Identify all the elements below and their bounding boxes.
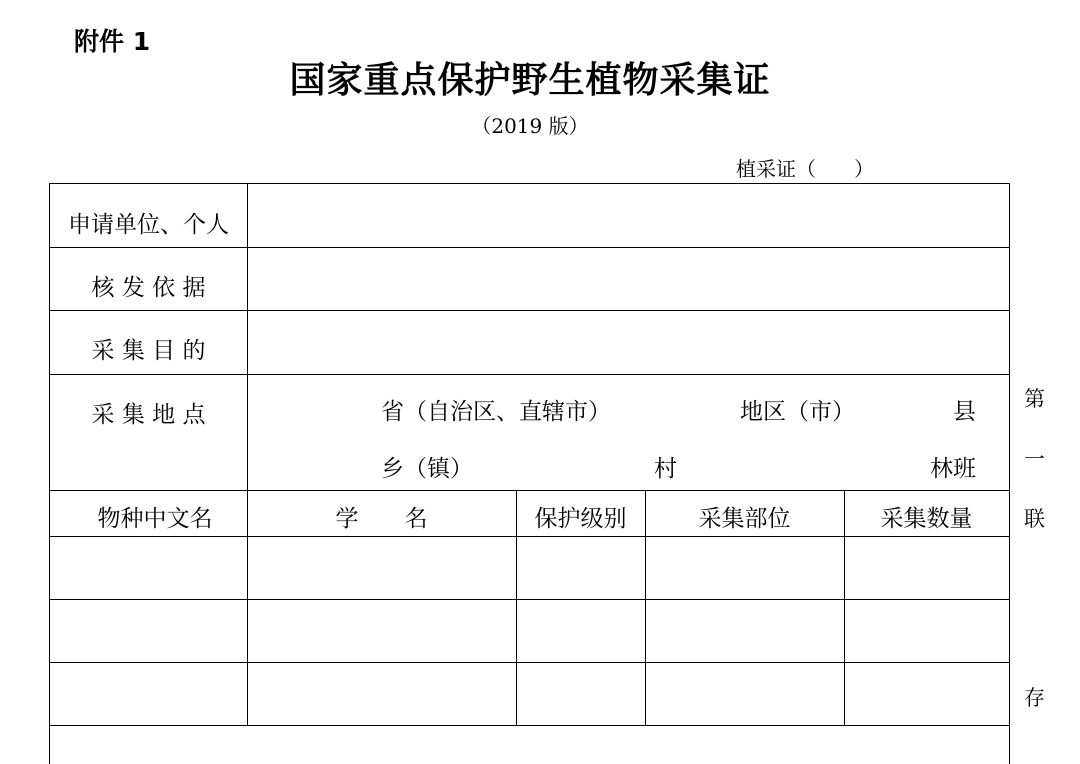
- column-divider: [247, 184, 248, 725]
- certificate-number: 植采证（ ）: [736, 157, 875, 181]
- issuance-basis-label: 核 发 依 据: [91, 275, 206, 301]
- side-label-one: 一: [1024, 447, 1045, 471]
- version-label: （2019 版）: [471, 114, 589, 138]
- column-header-species-name: 物种中文名: [97, 506, 213, 532]
- document-title: 国家重点保护野生植物采集证: [289, 60, 771, 101]
- row-divider: [50, 490, 1009, 491]
- row-divider: [50, 599, 1009, 600]
- side-label-copy: 联: [1024, 507, 1045, 531]
- county-label: 县: [953, 399, 976, 425]
- province-label: 省（自治区、直辖市）: [381, 399, 611, 425]
- row-divider: [50, 536, 1009, 537]
- column-header-collected-quantity: 采集数量: [880, 506, 973, 532]
- row-divider: [50, 725, 1009, 726]
- village-label: 村: [654, 456, 677, 482]
- attachment-label: 附件 1: [74, 27, 151, 56]
- side-label-first: 第: [1024, 387, 1045, 411]
- forest-compartment-label: 林班: [930, 456, 976, 482]
- row-divider: [50, 662, 1009, 663]
- column-header-protection-level: 保护级别: [534, 506, 627, 532]
- prefecture-label: 地区（市）: [740, 399, 855, 425]
- row-divider: [50, 310, 1009, 311]
- township-label: 乡（镇）: [381, 456, 473, 482]
- applicant-label: 申请单位、个人: [68, 212, 229, 238]
- row-divider: [50, 247, 1009, 248]
- collection-purpose-label: 采 集 目 的: [91, 338, 206, 364]
- row-divider: [50, 374, 1009, 375]
- side-label-keep: 存: [1024, 686, 1045, 710]
- collection-location-label: 采 集 地 点: [91, 402, 206, 428]
- column-header-scientific-name: 学 名: [335, 506, 428, 532]
- column-header-collected-part: 采集部位: [698, 506, 791, 532]
- collection-form-table: [49, 183, 1010, 764]
